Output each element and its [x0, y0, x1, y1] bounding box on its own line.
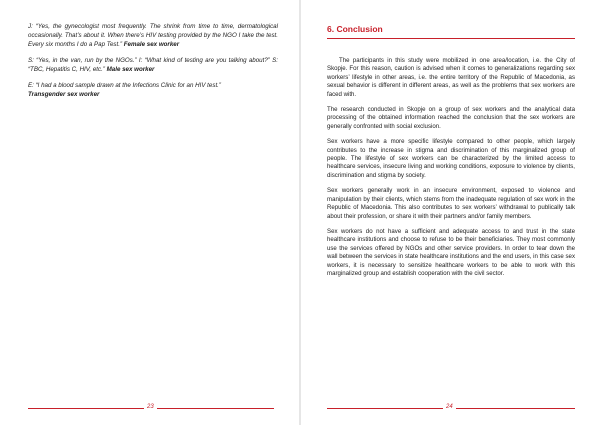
- quote-text: S: “Yes, in the van, run by the NGOs.” I: “What kind of testing are you talking about?” S: “TBC, Hepatitis C, HIV, etc.”: [28, 57, 278, 73]
- quote-female-sex-worker: [28, 22, 278, 49]
- quote-text: E: “I had a blood sample drawn at the Infections Clinic for an HIV test.”: [28, 82, 221, 89]
- quote-transgender-sex-worker: [28, 81, 278, 99]
- right-page-number: 24: [443, 404, 456, 410]
- left-page-number: 23: [144, 404, 157, 410]
- paragraph: The participants in this study were mobilized in one area/location, i.e. the City of Skopje. For this reason, caution is advised when it comes to generalizations regarding sex workers’ lifestyle in other areas, i.e. the entire territory of the Republic of Macedonia, as sexual behavior is different in different areas, as well as the problems that sex workers are faced with.: [327, 57, 575, 98]
- interview-quotes: [28, 22, 278, 106]
- quote-source: Transgender sex worker: [28, 91, 100, 98]
- conclusion-body: [327, 57, 575, 285]
- quote-source: Male sex worker: [106, 66, 155, 73]
- heading-divider: [327, 38, 575, 39]
- paragraph: Sex workers generally work in an insecure environment, exposed to violence and manipulation by their clients, which stems from the inadequate regulation of sex work in the Republic of Macedonia. This also contributes to sex workers’ withdrawal to publically talk about their profession, or share it with their partners and/or family members.: [327, 187, 575, 220]
- quote-source: Female sex worker: [123, 41, 180, 48]
- paragraph: The research conducted in Skopje on a group of sex workers and the analytical data processing of the obtained information reached the conclusion that the sex workers are generally confronted with social exclusion.: [327, 106, 575, 130]
- paragraph: Sex workers have a more specific lifestyle compared to other people, which largely contributes to the increase in stigma and discrimination of this marginalized group of people. The lifestyle of sex workers can be characterized by the limited access to healthcare services, insecure living and working conditions, exposure to violence by clients, discrimination and stigma by society.: [327, 138, 575, 179]
- quote-text: J: “Yes, the gynecologist most frequently. The shrink from time to time, dermatological occasionally. That’s about it. When there’s HIV testing provided by the NGO I take the test. Every six months I do a Pap Test.”: [28, 23, 278, 48]
- quote-male-sex-worker: [28, 56, 278, 74]
- paragraph: Sex workers do not have a sufficient and adequate access to and trust in the state healthcare institutions and choose to refuse to be their beneficiaries. They most commonly use the services offered by NGOs and other service providers. In order to tear down the wall between the services in state healthcare institutions and the end users, in this case sex workers, it is necessary to sensitize healthcare workers to be able to work with this marginalized group and establish cooperation with the civil sector.: [327, 227, 575, 277]
- section-heading: 6. Conclusion: [327, 24, 383, 34]
